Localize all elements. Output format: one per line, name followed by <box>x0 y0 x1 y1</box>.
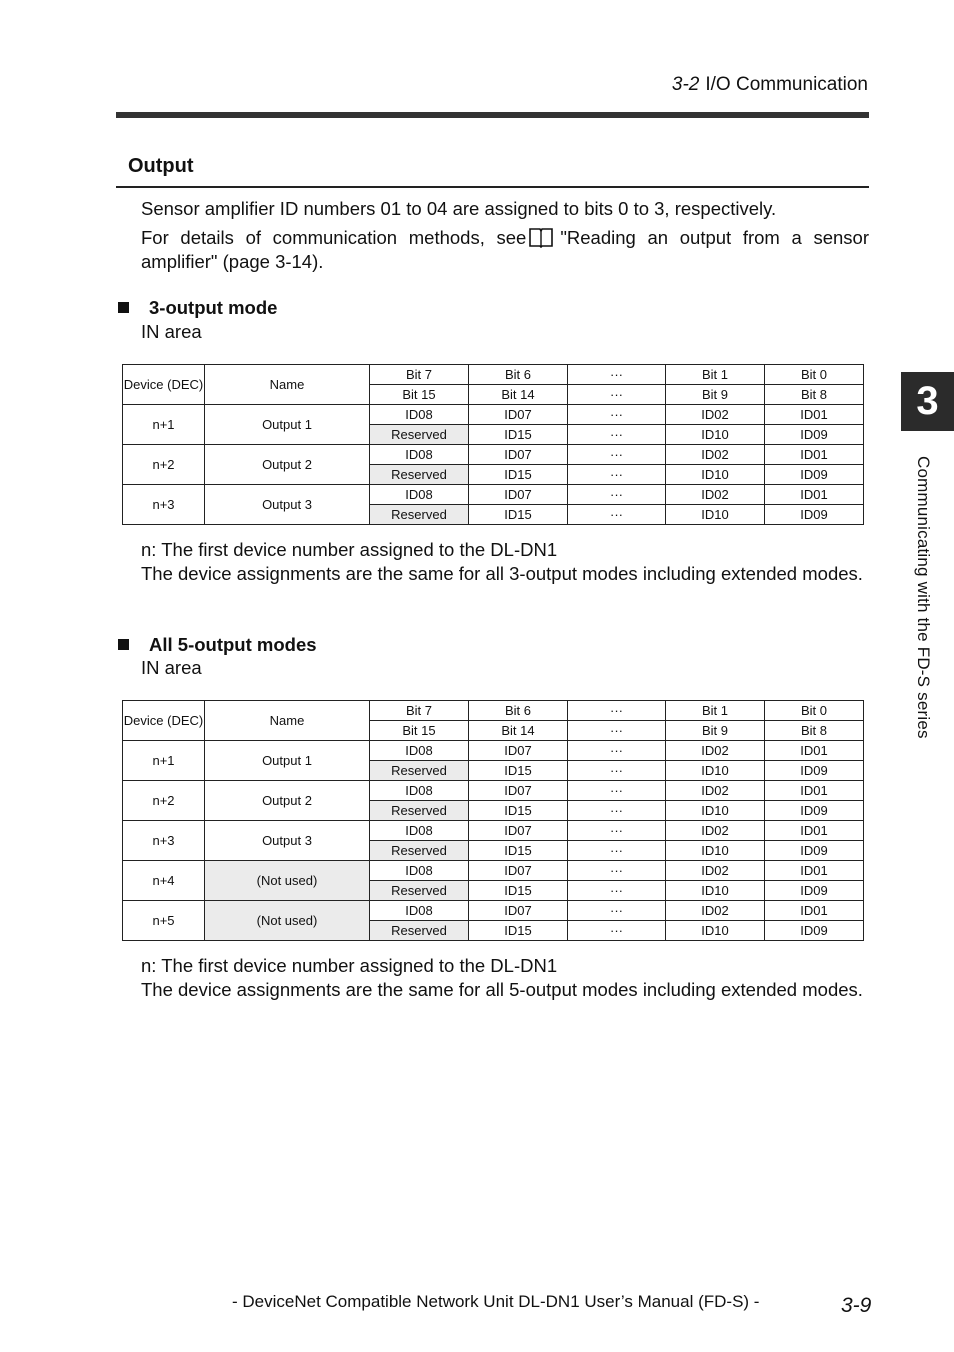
table-cell: ID02 <box>666 405 765 425</box>
table-cell: n+1 <box>123 405 205 445</box>
table-cell: ID15 <box>469 425 568 445</box>
table-cell: Reserved <box>370 841 469 861</box>
table-cell: ID07 <box>469 781 568 801</box>
table-cell: ··· <box>568 761 666 781</box>
intro-line2 <box>141 226 869 274</box>
table-cell: Name <box>205 701 370 741</box>
table-cell: ID15 <box>469 921 568 941</box>
table-cell: ID01 <box>765 485 864 505</box>
table-cell: Reserved <box>370 801 469 821</box>
subhead-3-output-label: 3-output mode <box>149 297 278 318</box>
table-cell: (Not used) <box>205 901 370 941</box>
section-rule <box>116 186 869 188</box>
note2-3: The device assignments are the same for all 3-output modes including extended modes. <box>141 563 863 584</box>
table-cell: ··· <box>568 741 666 761</box>
table-cell: ··· <box>568 861 666 881</box>
table-cell: Name <box>205 365 370 405</box>
table-cell: ID01 <box>765 741 864 761</box>
table-cell: Bit 7 <box>370 701 469 721</box>
table-cell: Reserved <box>370 465 469 485</box>
table-cell: Reserved <box>370 505 469 525</box>
table-cell: ID08 <box>370 445 469 465</box>
table-cell: Bit 9 <box>666 721 765 741</box>
running-header <box>672 74 868 96</box>
table-row <box>123 485 864 505</box>
table-cell: ID07 <box>469 741 568 761</box>
table-row <box>123 405 864 425</box>
table-cell: Output 1 <box>205 405 370 445</box>
table-cell: n+4 <box>123 861 205 901</box>
table-row <box>123 901 864 921</box>
table-cell: ID08 <box>370 901 469 921</box>
intro-line2-pre: For details of communication methods, see <box>141 227 527 248</box>
table-cell: ··· <box>568 445 666 465</box>
table-cell: ID01 <box>765 405 864 425</box>
table-cell: ID07 <box>469 405 568 425</box>
table-cell: ID08 <box>370 781 469 801</box>
header-rule <box>116 112 869 118</box>
table-cell: ··· <box>568 721 666 741</box>
table-header-row <box>123 701 864 721</box>
io-table-5-output <box>122 700 864 941</box>
table-cell: ID02 <box>666 821 765 841</box>
table-cell: ID01 <box>765 821 864 841</box>
table-cell: ID10 <box>666 921 765 941</box>
table-cell: ··· <box>568 405 666 425</box>
table-cell: Bit 1 <box>666 701 765 721</box>
table-cell: n+2 <box>123 781 205 821</box>
table-cell: Bit 14 <box>469 721 568 741</box>
table-cell: ID10 <box>666 465 765 485</box>
table-cell: ID15 <box>469 881 568 901</box>
table-cell: ID01 <box>765 901 864 921</box>
table-cell: Output 3 <box>205 485 370 525</box>
table-cell: ID09 <box>765 761 864 781</box>
table-cell: ID02 <box>666 781 765 801</box>
table-cell: n+5 <box>123 901 205 941</box>
table-cell: Bit 6 <box>469 365 568 385</box>
table-cell: Bit 9 <box>666 385 765 405</box>
table-cell: ID08 <box>370 741 469 761</box>
table-cell: ID10 <box>666 881 765 901</box>
table-cell: ID10 <box>666 841 765 861</box>
table-cell: ID02 <box>666 861 765 881</box>
table-cell: Output 1 <box>205 741 370 781</box>
table-cell: ID07 <box>469 901 568 921</box>
square-bullet-icon <box>118 639 129 650</box>
intro-line2-post: "Reading an output from a sensor amplifier" (page 3-14). <box>141 227 869 272</box>
table-cell: ··· <box>568 881 666 901</box>
table-cell: ID10 <box>666 505 765 525</box>
table-cell: ··· <box>568 465 666 485</box>
table-cell: ··· <box>568 841 666 861</box>
table-cell: ID07 <box>469 445 568 465</box>
table-cell: Bit 0 <box>765 701 864 721</box>
table-cell: ID02 <box>666 485 765 505</box>
table-cell: ··· <box>568 505 666 525</box>
table-cell: ID09 <box>765 881 864 901</box>
table-cell: ··· <box>568 485 666 505</box>
table-cell: Bit 15 <box>370 385 469 405</box>
table-cell: ··· <box>568 781 666 801</box>
table-cell: ··· <box>568 921 666 941</box>
table-cell: ID07 <box>469 861 568 881</box>
table-cell: Reserved <box>370 761 469 781</box>
table-cell: n+1 <box>123 741 205 781</box>
table-cell: ··· <box>568 385 666 405</box>
table-cell: Reserved <box>370 921 469 941</box>
book-icon <box>528 226 554 248</box>
table-cell: n+2 <box>123 445 205 485</box>
note1-3: n: The first device number assigned to the DL-DN1 <box>141 539 558 560</box>
table-cell: ID07 <box>469 821 568 841</box>
table-cell: ID09 <box>765 921 864 941</box>
subhead-5-output-label: All 5-output modes <box>149 634 317 655</box>
table-cell: ID02 <box>666 445 765 465</box>
table-cell: ID02 <box>666 901 765 921</box>
table-cell: Bit 0 <box>765 365 864 385</box>
table-cell: ID01 <box>765 445 864 465</box>
table-cell: ID15 <box>469 841 568 861</box>
table-cell: ID02 <box>666 741 765 761</box>
table-cell: Device (DEC) <box>123 365 205 405</box>
table-header-row <box>123 365 864 385</box>
table-cell: ··· <box>568 901 666 921</box>
table-cell: Bit 1 <box>666 365 765 385</box>
note1-5: n: The first device number assigned to the DL-DN1 <box>141 955 558 976</box>
table-cell: ··· <box>568 701 666 721</box>
table-cell: Reserved <box>370 881 469 901</box>
table-cell: ID15 <box>469 801 568 821</box>
table-cell: Output 2 <box>205 445 370 485</box>
table-cell: ID08 <box>370 821 469 841</box>
subhead-5-output <box>118 634 317 656</box>
table-cell: ID09 <box>765 505 864 525</box>
table-cell: ID08 <box>370 405 469 425</box>
table-cell: Bit 14 <box>469 385 568 405</box>
table-cell: Bit 15 <box>370 721 469 741</box>
table-cell: Bit 8 <box>765 721 864 741</box>
header-section-title: I/O Communication <box>705 74 868 95</box>
in-area-label-5: IN area <box>141 657 202 678</box>
table-cell: Output 2 <box>205 781 370 821</box>
chapter-side-title: Communicating with the FD-S series <box>914 456 933 739</box>
table-cell: n+3 <box>123 485 205 525</box>
table-cell: (Not used) <box>205 861 370 901</box>
table-cell: ··· <box>568 425 666 445</box>
header-section-number: 3-2 <box>671 74 700 95</box>
table-cell: Reserved <box>370 425 469 445</box>
table-cell: ID15 <box>469 505 568 525</box>
table-row <box>123 781 864 801</box>
table-row <box>123 741 864 761</box>
io-table-3-output <box>122 364 864 525</box>
in-area-label-3: IN area <box>141 321 202 342</box>
table-cell: ID08 <box>370 485 469 505</box>
table-cell: ID10 <box>666 801 765 821</box>
table-cell: ID09 <box>765 801 864 821</box>
table-cell: ID08 <box>370 861 469 881</box>
table-cell: ID10 <box>666 761 765 781</box>
table-cell: ID10 <box>666 425 765 445</box>
table-cell: Bit 6 <box>469 701 568 721</box>
table-row <box>123 445 864 465</box>
table-cell: n+3 <box>123 821 205 861</box>
table-cell: ID09 <box>765 841 864 861</box>
table-cell: ID01 <box>765 861 864 881</box>
table-cell: ID01 <box>765 781 864 801</box>
table-row <box>123 861 864 881</box>
table-cell: Output 3 <box>205 821 370 861</box>
table-cell: Bit 7 <box>370 365 469 385</box>
table-cell: ··· <box>568 365 666 385</box>
note2-5: The device assignments are the same for all 5-output modes including extended modes. <box>141 979 863 1000</box>
table-cell: Device (DEC) <box>123 701 205 741</box>
chapter-tab: 3 <box>901 372 954 431</box>
subhead-3-output <box>118 297 277 319</box>
footer-title: - DeviceNet Compatible Network Unit DL-DN1 User’s Manual (FD-S) - <box>232 1292 760 1311</box>
table-cell: Bit 8 <box>765 385 864 405</box>
table-row <box>123 821 864 841</box>
table-cell: ID09 <box>765 425 864 445</box>
square-bullet-icon <box>118 302 129 313</box>
section-title: Output <box>128 155 194 177</box>
intro-line1: Sensor amplifier ID numbers 01 to 04 are assigned to bits 0 to 3, respectively. <box>141 198 777 219</box>
table-cell: ID09 <box>765 465 864 485</box>
table-cell: ID15 <box>469 761 568 781</box>
page-number: 3-9 <box>841 1294 872 1317</box>
table-cell: ··· <box>568 801 666 821</box>
table-cell: ID07 <box>469 485 568 505</box>
table-cell: ··· <box>568 821 666 841</box>
table-cell: ID15 <box>469 465 568 485</box>
